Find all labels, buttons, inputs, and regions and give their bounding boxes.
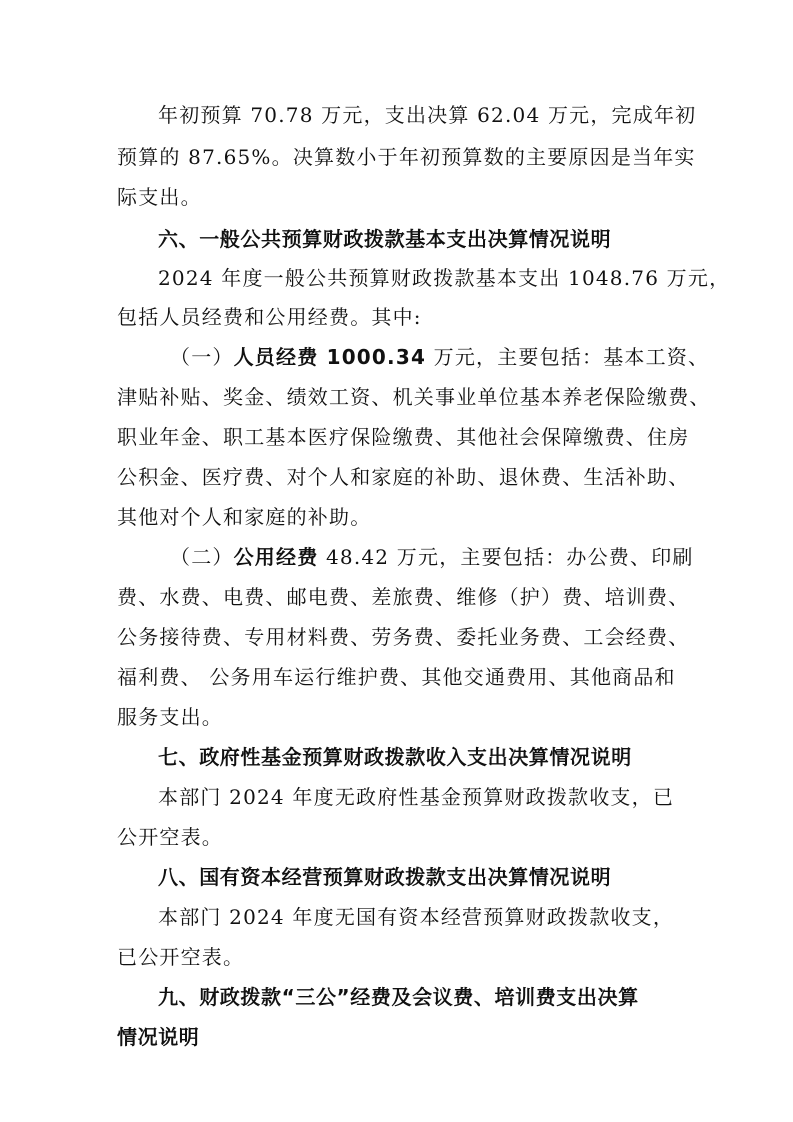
subsection-text: 48.42 万元，主要包括：办公费、印刷 [318,545,694,569]
subsection-number: （一） [170,345,234,369]
section-heading-7: 七、政府性基金预算财政拨款收入支出决算情况说明 [158,745,632,769]
paragraph-line: 公积金、医疗费、对个人和家庭的补助、退休费、生活补助、 [117,465,690,489]
paragraph-line: 已公开空表。 [117,945,245,969]
paragraph-line: 年初预算 70.78 万元，支出决算 62.04 万元，完成年初 [158,103,697,127]
subsection-personnel-line [170,344,730,370]
section-heading-9-cont: 情况说明 [117,1025,200,1049]
paragraph-line: 预算的 87.65%。决算数小于年初预算数的主要原因是当年实 [117,145,696,169]
section-heading-6: 六、一般公共预算财政拨款基本支出决算情况说明 [158,227,612,251]
paragraph-line: 际支出。 [117,185,202,209]
paragraph-line: 2024 年度一般公共预算财政拨款基本支出 1048.76 万元， [158,266,731,290]
paragraph-line: 本部门 2024 年度无政府性基金预算财政拨款收支，已 [158,785,675,809]
paragraph-line: 服务支出。 [117,705,223,729]
paragraph-line: 费、水费、电费、邮电费、差旅费、维修（护）费、培训费、 [117,585,690,609]
paragraph-line: 公开空表。 [117,825,223,849]
paragraph-line: 其他对个人和家庭的补助。 [117,505,372,529]
paragraph-line: 职业年金、职工基本医疗保险缴费、其他社会保障缴费、住房 [117,425,690,449]
paragraph-line: 津贴补贴、奖金、绩效工资、机关事业单位基本养老保险缴费、 [117,385,711,409]
subsection-title-personnel: 人员经费 1000.34 [233,345,427,369]
section-heading-9: 九、财政拨款“三公”经费及会议费、培训费支出决算 [158,985,639,1009]
paragraph-line: 福利费、 公务用车运行维护费、其他交通费用、其他商品和 [117,665,676,689]
section-heading-8: 八、国有资本经营预算财政拨款支出决算情况说明 [158,865,612,889]
subsection-text: 万元，主要包括：基本工资、 [426,345,710,369]
subsection-public-line [170,544,730,570]
paragraph-line: 本部门 2024 年度无国有资本经营预算财政拨款收支， [158,905,675,929]
subsection-number: （二） [170,545,234,569]
subsection-title-public: 公用经费 [233,545,319,569]
paragraph-line: 包括人员经费和公用经费。其中: [117,305,422,329]
paragraph-line: 公务接待费、专用材料费、劳务费、委托业务费、工会经费、 [117,625,690,649]
